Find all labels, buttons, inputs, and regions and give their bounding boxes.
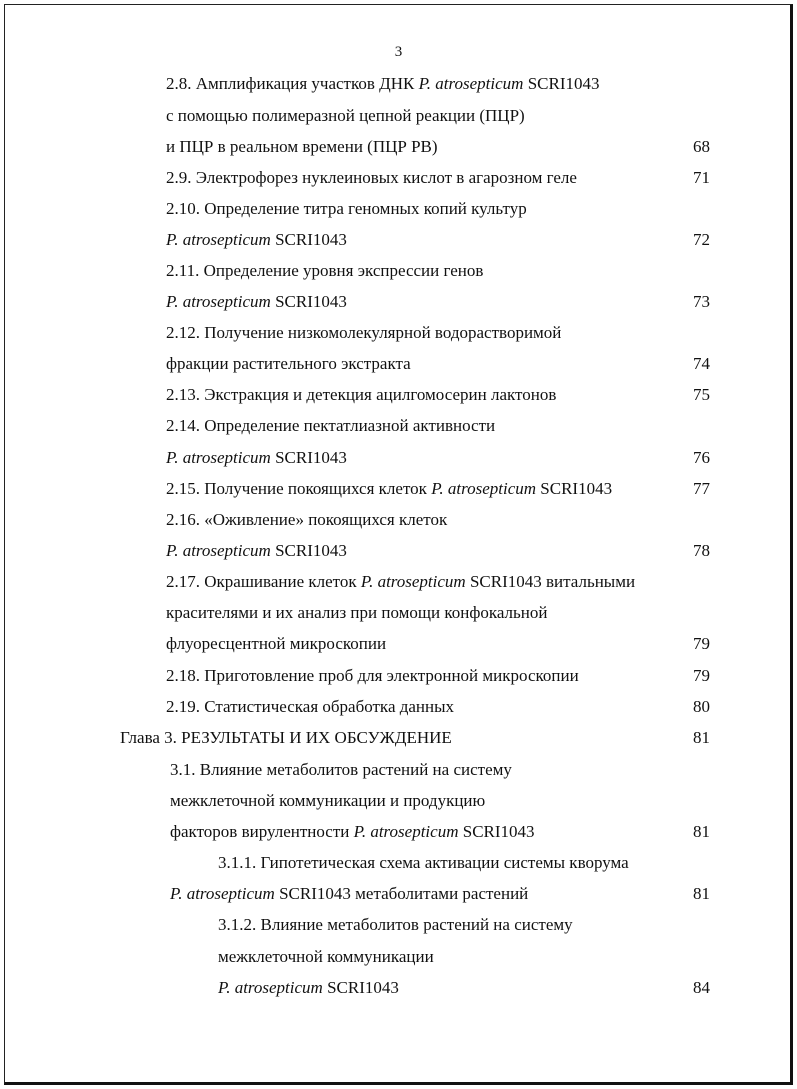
toc-page-2-15: 77 <box>693 479 710 498</box>
toc-page-2-9: 71 <box>693 168 710 187</box>
toc-page-2-16: 78 <box>693 541 710 560</box>
species-name: P. atrosepticum <box>431 479 537 498</box>
species-name: P. atrosepticum <box>170 884 275 903</box>
strain-name: SCRI1043 <box>458 822 535 841</box>
toc-text: 2.18. Приготовление проб для электронной микроскопии <box>166 666 579 685</box>
toc-entry-2-8-line2 <box>166 104 525 128</box>
strain-name: SCRI1043 <box>270 541 347 560</box>
toc-text: межклеточной коммуникации <box>218 947 434 966</box>
toc-entry-2-8-line3 <box>166 135 438 159</box>
toc-text: флуоресцентной микроскопии <box>166 634 387 653</box>
toc-text: фракции растительного экстракта <box>166 354 411 373</box>
species-name: P. atrosepticum <box>166 230 271 249</box>
species-name: P. atrosepticum <box>353 822 459 841</box>
toc-entry-2-19 <box>166 695 454 719</box>
toc-page-2-17: 79 <box>693 634 710 653</box>
toc-text: 2.11. Определение уровня экспрессии генов <box>166 261 484 280</box>
toc-text: 2.16. «Оживление» покоящихся клеток <box>166 510 448 529</box>
toc-page-2-12: 74 <box>693 354 710 373</box>
strain-name: SCRI1043 <box>536 479 613 498</box>
chapter-title: Глава 3. РЕЗУЛЬТАТЫ И ИХ ОБСУЖДЕНИЕ <box>120 728 452 747</box>
toc-entry-2-11-line2 <box>166 290 347 314</box>
toc-text: 3.1.2. Влияние метаболитов растений на систему <box>218 915 573 934</box>
toc-text: 2.10. Определение титра геномных копий культур <box>166 199 527 218</box>
toc-text: 3.1. Влияние метаболитов растений на систему <box>170 760 512 779</box>
toc-entry-3-1-2-line3 <box>218 976 399 1000</box>
toc-text: и ПЦР в реальном времени (ПЦР РВ) <box>166 137 438 156</box>
toc-page-ch3: 81 <box>693 728 710 747</box>
toc-entry-2-9 <box>166 166 577 190</box>
strain-name: SCRI1043 <box>270 230 347 249</box>
toc-entry-2-10-line1 <box>166 197 527 221</box>
toc-page-2-13: 75 <box>693 385 710 404</box>
toc-entry-2-18 <box>166 664 579 688</box>
strain-name: SCRI1043 <box>523 74 600 93</box>
toc-entry-2-16-line1 <box>166 508 447 532</box>
toc-entry-3-1-line1 <box>170 758 512 782</box>
toc-text: 2.9. Электрофорез нуклеиновых кислот в агарозном геле <box>166 168 577 187</box>
toc-entry-2-8-line1 <box>166 72 599 96</box>
toc-entry-2-15 <box>166 477 612 501</box>
toc-text: с помощью полимеразной цепной реакции (ПЦР) <box>166 106 525 125</box>
toc-text: 2.12. Получение низкомолекулярной водорастворимой <box>166 323 562 342</box>
toc-text: 2.8. Амплификация участков ДНК <box>166 74 419 93</box>
toc-text: 3.1.1. Гипотетическая схема активации системы кворума <box>218 853 629 872</box>
toc-page-2-19: 80 <box>693 697 710 716</box>
toc-entry-3-1-line2 <box>170 789 485 813</box>
toc-entry-2-17-line2 <box>166 601 547 625</box>
toc-entry-2-14-line1 <box>166 414 495 438</box>
toc-page-3-1: 81 <box>693 822 710 841</box>
toc-entry-3-1-2-line2 <box>218 945 434 969</box>
toc-text: факторов вирулентности <box>170 822 354 841</box>
toc-text: 2.15. Получение покоящихся клеток <box>166 479 432 498</box>
species-name: P. atrosepticum <box>418 74 524 93</box>
toc-text: межклеточной коммуникации и продукцию <box>170 791 486 810</box>
toc-entry-2-11-line1 <box>166 259 483 283</box>
toc-text: 2.17. Окрашивание клеток <box>166 572 361 591</box>
toc-page-2-18: 79 <box>693 666 710 685</box>
toc-entry-2-12-line2 <box>166 352 411 376</box>
toc-entry-2-17-line1 <box>166 570 635 594</box>
toc-page-2-8: 68 <box>693 137 710 156</box>
strain-name: SCRI1043 <box>270 448 347 467</box>
strain-name: SCRI1043 <box>322 978 399 997</box>
toc-text: 2.19. Статистическая обработка данных <box>166 697 455 716</box>
toc-chapter-3 <box>120 726 452 750</box>
toc-page-2-11: 73 <box>693 292 710 311</box>
toc-page-3-1-1: 81 <box>693 884 710 903</box>
toc-entry-2-12-line1 <box>166 321 561 345</box>
species-name: P. atrosepticum <box>166 448 271 467</box>
toc-entry-2-16-line2 <box>166 539 347 563</box>
species-name: P. atrosepticum <box>360 572 466 591</box>
toc-entry-2-13 <box>166 383 556 407</box>
toc-page-2-10: 72 <box>693 230 710 249</box>
toc-entry-3-1-1-line2 <box>170 882 528 906</box>
toc-text: 2.14. Определение пектатлиазной активности <box>166 416 496 435</box>
toc-page-3-1-2: 84 <box>693 978 710 997</box>
strain-name: SCRI1043 <box>270 292 347 311</box>
toc-entry-3-1-line3 <box>170 820 535 844</box>
toc-text: SCRI1043 метаболитами растений <box>274 884 529 903</box>
species-name: P. atrosepticum <box>218 978 323 997</box>
toc-text: 2.13. Экстракция и детекция ацилгомосерин лактонов <box>166 385 557 404</box>
toc-entry-3-1-1-line1 <box>218 851 629 875</box>
toc-entry-2-17-line3 <box>166 632 386 656</box>
toc-entry-3-1-2-line1 <box>218 913 573 937</box>
toc-entry-2-14-line2 <box>166 446 347 470</box>
species-name: P. atrosepticum <box>166 541 271 560</box>
page-number: 3 <box>394 44 403 60</box>
toc-entry-2-10-line2 <box>166 228 347 252</box>
toc-page-2-14: 76 <box>693 448 710 467</box>
species-name: P. atrosepticum <box>166 292 271 311</box>
toc-text: красителями и их анализ при помощи конфокальной <box>166 603 548 622</box>
strain-name: SCRI1043 витальными <box>465 572 636 591</box>
